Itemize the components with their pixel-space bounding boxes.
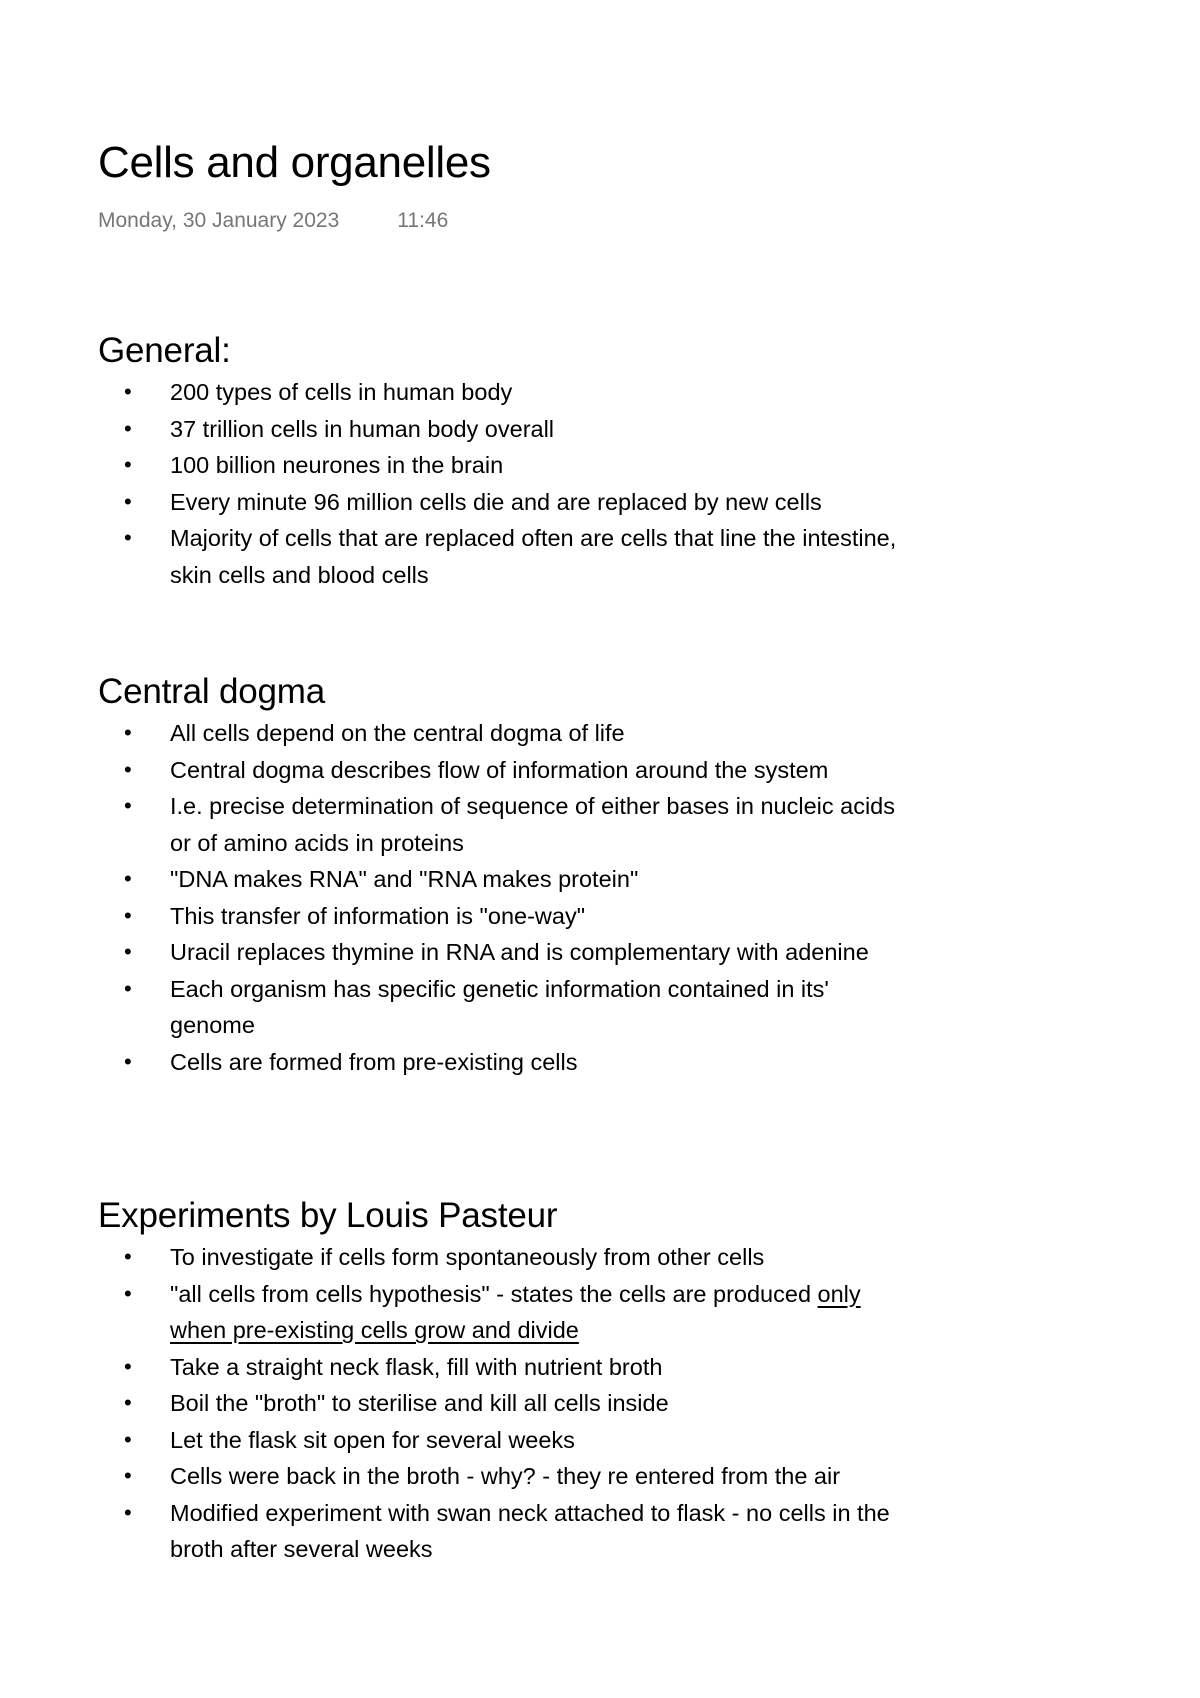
section-central-dogma [98,669,898,1080]
list-item-text: Cells were back in the broth - why? - they re entered from the air [170,1463,841,1489]
list-item [98,1495,910,1568]
list-item-text: 37 trillion cells in human body overall [170,415,555,442]
list-item-text: 200 types of cells in human body [170,379,513,405]
list-item-text: All cells depend on the central dogma of life [170,720,625,746]
bullet-icon: • [124,1244,132,1269]
bullet-icon: • [124,793,132,818]
bullet-icon: • [124,415,132,441]
bullet-icon: • [124,1463,132,1488]
list-item-text: Cells are formed from pre-existing cells [170,1048,578,1075]
list-item-text: Boil the "broth" to sterilise and kill all cells inside [170,1390,669,1416]
bullet-list [98,715,898,1080]
bullet-icon: • [124,379,132,404]
note-date: Monday, 30 January 2023 [98,209,340,232]
list-item [98,374,910,411]
list-item [98,1239,910,1276]
list-item [98,898,910,935]
list-item [98,788,910,861]
list-item [98,1044,910,1081]
list-item [98,1349,910,1386]
list-item-text: Take a straight neck flask, fill with nutrient broth [170,1353,663,1380]
bullet-icon: • [124,1426,132,1452]
list-item [98,1385,910,1422]
list-item [98,520,910,593]
list-item-text: Each organism has specific genetic information contained in its' genome [170,975,829,1038]
page-cutoff-mask [0,1580,1200,1698]
note-timestamp [98,208,448,234]
page-title: Cells and organelles [98,138,491,187]
list-item-text: Majority of cells that are replaced often are cells that line the intestine, skin cells and blood cells [170,525,897,588]
list-item-text: "DNA makes RNA" and "RNA makes protein" [170,866,639,892]
list-item-text: This transfer of information is "one-way" [170,902,586,929]
list-item-text: Every minute 96 million cells die and are replaced by new cells [170,488,822,515]
section-heading: General: [98,331,231,370]
bullet-icon: • [124,1390,132,1415]
note-time: 11:46 [397,209,449,232]
list-item [98,1422,910,1459]
section-heading: Central dogma [98,672,325,711]
bullet-icon: • [124,902,132,928]
list-item [98,447,910,484]
list-item [98,484,910,521]
list-item-text: Central dogma describes flow of information around the system [170,756,829,783]
bullet-list [98,374,898,593]
list-item [98,934,910,971]
section-louis-pasteur [98,1193,898,1568]
bullet-icon: • [124,720,132,745]
bullet-icon: • [124,866,132,891]
list-item [98,1276,910,1349]
bullet-icon: • [124,1353,132,1379]
list-item-text: Uracil replaces thymine in RNA and is complementary with adenine [170,939,869,965]
list-item-text: 100 billion neurones in the brain [170,452,504,478]
list-item [98,411,910,448]
list-item-text: Let the flask sit open for several weeks [170,1426,575,1453]
bullet-icon: • [124,939,132,964]
list-item-text: To investigate if cells form spontaneously from other cells [170,1244,765,1270]
list-item [98,752,910,789]
list-item [98,861,910,898]
section-heading: Experiments by Louis Pasteur [98,1196,558,1235]
list-item [98,971,910,1044]
bullet-icon: • [124,452,132,477]
bullet-icon: • [124,525,132,550]
bullet-icon: • [124,1048,132,1074]
list-item-text: Modified experiment with swan neck attached to flask - no cells in the broth after several weeks [170,1499,890,1562]
list-item-text: I.e. precise determination of sequence of either bases in nucleic acids or of amino acids in proteins [170,793,896,856]
bullet-icon: • [124,488,132,514]
list-item [98,1458,910,1495]
list-item [98,715,910,752]
section-general [98,328,898,593]
bullet-icon: • [124,975,132,1001]
bullet-list [98,1239,898,1568]
bullet-icon: • [124,756,132,782]
underlined-text: only when pre-existing cells grow and divide [170,1280,861,1343]
list-item-text: "all cells from cells hypothesis" - states the cells are produced [170,1280,818,1307]
bullet-icon: • [124,1280,132,1306]
bullet-icon: • [124,1499,132,1525]
